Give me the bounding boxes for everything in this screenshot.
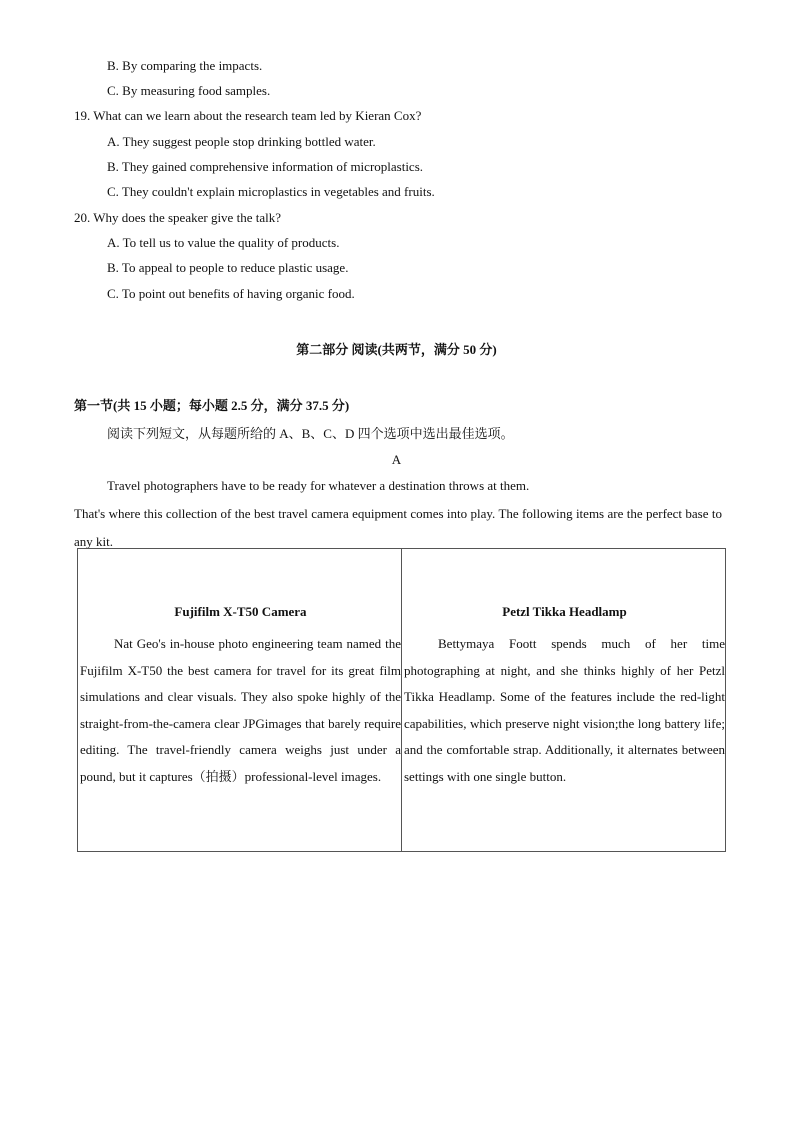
camera-description xyxy=(80,631,401,790)
q19-option-c: C. They couldn't explain microplastics in vegetables and fruits. xyxy=(107,184,435,199)
q18-option-b: B. By comparing the impacts. xyxy=(107,58,263,73)
q20-stem: 20. Why does the speaker give the talk? xyxy=(74,210,281,225)
intro-text: That's where this collection of the best travel camera equipment comes into play. The following items are the perfect base to any kit. xyxy=(74,506,722,549)
section-title: 第一节(共 15 小题；每小题 2.5 分，满分 37.5 分) xyxy=(74,398,350,413)
q19-option-a: A. They suggest people stop drinking bottled water. xyxy=(107,134,376,149)
q18-option-c: C. By measuring food samples. xyxy=(107,83,271,98)
equipment-table xyxy=(77,548,726,852)
q20-option-a: A. To tell us to value the quality of products. xyxy=(107,235,340,250)
headlamp-body-text: Bettymaya Foott spends much of her time photographing at night, and she thinks highly of her Petzl Tikka Headlamp. Some of the features include the red-light capabilities, which preserve night vision;the long battery life; and the comfortable strap. Additionally, it alternates between settings with one single button. xyxy=(404,636,725,784)
headlamp-title: Petzl Tikka Headlamp xyxy=(502,604,627,619)
passage-letter: A xyxy=(391,452,402,467)
q19-option-b: B. They gained comprehensive information of microplastics. xyxy=(107,159,424,174)
instruction: 阅读下列短文，从每题所给的 A、B、C、D 四个选项中选出最佳选项。 xyxy=(107,426,514,441)
headlamp-description xyxy=(404,631,725,790)
q19-stem: 19. What can we learn about the research team led by Kieran Cox? xyxy=(74,108,422,123)
part-title: 第二部分 阅读(共两节，满分 50 分) xyxy=(296,342,497,357)
camera-body-text: Nat Geo's in-house photo engineering team named the Fujifilm X-T50 the best camera for travel for its great film simulations and clear visuals. They also spoke highly of the straight-from-the-camera clear JPGimages that barely require editing. The travel-friendly camera weighs just under a pound, but it captures（拍摄）professional-level images. xyxy=(80,636,401,784)
camera-title: Fujifilm X-T50 Camera xyxy=(174,604,307,619)
q20-option-b: B. To appeal to people to reduce plastic usage. xyxy=(107,260,349,275)
q20-option-c: C. To point out benefits of having organic food. xyxy=(107,286,355,301)
equipment-cell-headlamp xyxy=(402,549,726,852)
equipment-cell-camera xyxy=(78,549,402,852)
intro-first-line: Travel photographers have to be ready for whatever a destination throws at them. xyxy=(107,478,530,493)
